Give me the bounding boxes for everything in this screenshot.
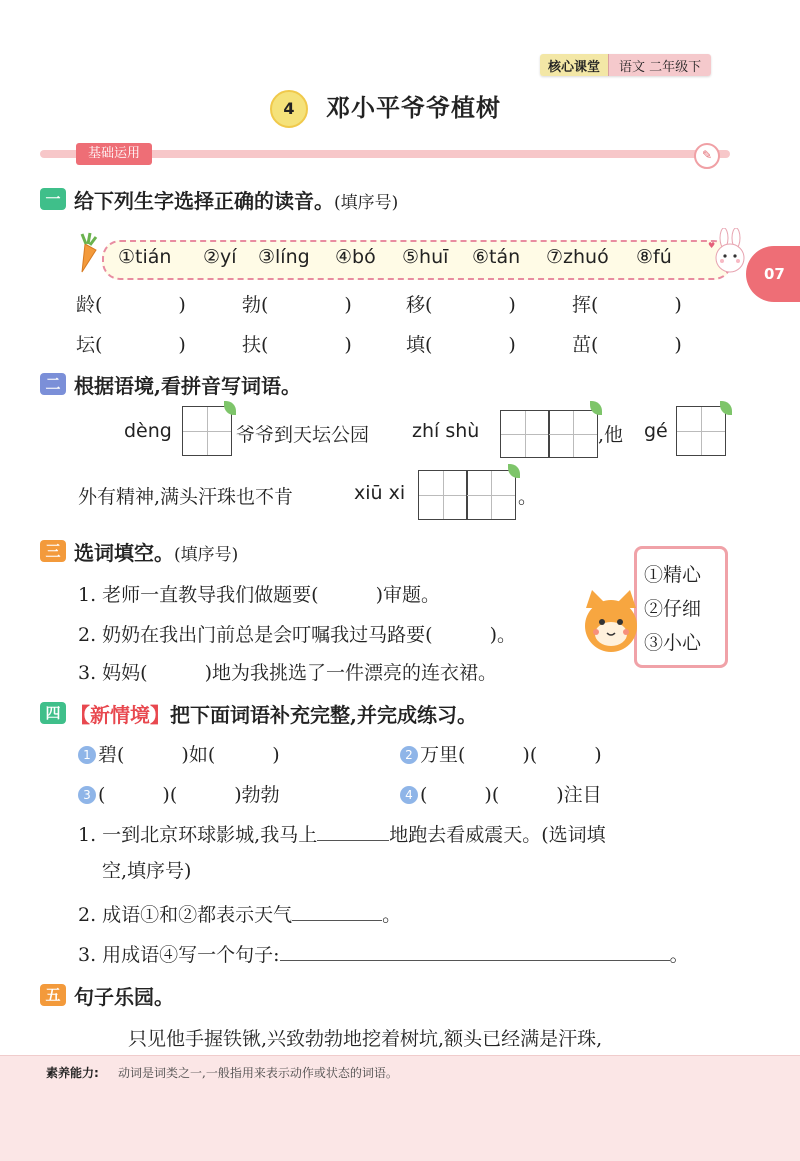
- pinyin-hint: dèng: [124, 420, 172, 442]
- cat-icon: [578, 588, 642, 656]
- grade: 二年级下: [649, 60, 702, 75]
- q4-sub1-cont: 空,填序号): [102, 860, 192, 882]
- q1-item: [76, 290, 186, 317]
- q1-item: [406, 290, 516, 317]
- idiom-number: 3: [78, 786, 96, 804]
- q1-item: [572, 330, 682, 357]
- subject-label: [609, 54, 711, 76]
- q4-sub1-text: 地跑去看威震天。(选词填: [389, 824, 606, 846]
- answer-blank[interactable]: ( ): [425, 334, 516, 356]
- answer-blank[interactable]: ( ): [261, 294, 352, 316]
- q2-text: 。: [518, 486, 538, 508]
- q4-sub2-text: 2. 成语①和②都表示天气: [78, 904, 293, 926]
- idiom-text[interactable]: ( )( )勃勃: [98, 784, 280, 806]
- q4-sub1: [78, 820, 606, 847]
- pinyin-option: ②yí: [203, 246, 237, 268]
- q3-text: 选词填空。: [74, 541, 174, 565]
- q1-char: 茁: [572, 334, 592, 356]
- footer-label: 素养能力:: [46, 1066, 99, 1080]
- writing-grid[interactable]: [418, 470, 468, 520]
- answer-blank[interactable]: ( ): [591, 294, 682, 316]
- idiom-number: 1: [78, 746, 96, 764]
- idiom-number: 2: [400, 746, 418, 764]
- q4-sub3-text: 。: [669, 944, 689, 966]
- header-tag: [540, 54, 711, 76]
- answer-line[interactable]: [292, 902, 382, 921]
- q3-item: 1. 老师一直教导我们做题要( )审题。: [78, 584, 440, 606]
- q4-title: [70, 699, 477, 728]
- q1-char: 坛: [76, 334, 96, 356]
- new-context-tag: 【新情境】: [70, 703, 170, 727]
- idiom-item: [400, 740, 602, 767]
- q3-item: 2. 奶奶在我出门前总是会叮嘱我过马路要( )。: [78, 624, 516, 646]
- answer-blank[interactable]: ( ): [95, 294, 186, 316]
- page-number-tab: 07: [746, 246, 800, 302]
- svg-text:♥: ♥: [708, 241, 716, 250]
- pinyin-option: ⑥tán: [472, 246, 521, 268]
- subject: 语文: [619, 60, 646, 75]
- word-option: ③小心: [644, 632, 702, 654]
- writing-grid[interactable]: [182, 406, 232, 456]
- q5-number: 五: [40, 984, 66, 1006]
- q1-char: 挥: [572, 294, 592, 316]
- q4-sub2-text: 。: [382, 904, 402, 926]
- pinyin-option: ④bó: [335, 246, 376, 268]
- q1-item: [406, 330, 516, 357]
- q2-text: ,他: [598, 424, 624, 446]
- pinyin-option: ⑧fú: [636, 246, 672, 268]
- q1-number: 一: [40, 188, 66, 210]
- q2-title: 根据语境,看拼音写词语。: [74, 374, 301, 398]
- q2-text: 外有精神,满头汗珠也不肯: [78, 486, 294, 508]
- q1-item: [572, 290, 682, 317]
- footer-text: 动词是词类之一,一般指用来表示动作或状态的词语。: [118, 1066, 398, 1080]
- page-title: 邓小平爷爷植树: [326, 94, 501, 122]
- q1-text: 给下列生字选择正确的读音。: [74, 189, 334, 213]
- carrot-icon: [72, 232, 98, 274]
- q4-sub1-text: 1. 一到北京环球影城,我马上: [78, 824, 318, 846]
- writing-grid[interactable]: [466, 470, 516, 520]
- pinyin-hint: gé: [644, 420, 668, 442]
- pinyin-option: ⑦zhuó: [546, 246, 609, 268]
- q5-body: 只见他手握铁锹,兴致勃勃地挖着树坑,额头已经满是汗珠,: [128, 1028, 603, 1050]
- answer-line[interactable]: [280, 942, 670, 961]
- q4-number: 四: [40, 702, 66, 724]
- q1-item: [76, 330, 186, 357]
- q4-sub2: [78, 900, 401, 927]
- idiom-item: [78, 740, 280, 767]
- idiom-text[interactable]: 万里( )( ): [420, 744, 602, 766]
- q1-item: [242, 330, 352, 357]
- lesson-number: 4: [270, 90, 308, 128]
- course-label: 核心课堂: [540, 54, 609, 76]
- answer-line[interactable]: [317, 822, 389, 841]
- q1-char: 勃: [242, 294, 262, 316]
- section-tag: 基础运用: [76, 143, 152, 165]
- answer-blank[interactable]: ( ): [425, 294, 516, 316]
- q3-item: 3. 妈妈( )地为我挑选了一件漂亮的连衣裙。: [78, 662, 497, 684]
- pinyin-hint: zhí shù: [412, 420, 480, 442]
- pinyin-option: ③líng: [258, 246, 310, 268]
- writing-grid[interactable]: [676, 406, 726, 456]
- answer-blank[interactable]: ( ): [591, 334, 682, 356]
- q2-text: 爷爷到天坛公园: [236, 424, 370, 446]
- q1-note: (填序号): [334, 193, 399, 213]
- q1-char: 龄: [76, 294, 96, 316]
- pencil-icon: ✎: [694, 143, 720, 169]
- idiom-number: 4: [400, 786, 418, 804]
- pinyin-hint: xiū xi: [354, 482, 406, 504]
- writing-grid[interactable]: [548, 410, 598, 458]
- q1-char: 移: [406, 294, 426, 316]
- pinyin-option: ⑤huī: [402, 246, 449, 268]
- idiom-item: [400, 780, 602, 807]
- bunny-icon: [706, 228, 752, 276]
- q3-note: (填序号): [174, 545, 239, 565]
- q4-sub3: [78, 940, 689, 967]
- q3-title: [74, 537, 238, 566]
- q1-char: 填: [406, 334, 426, 356]
- q1-title: [74, 185, 398, 214]
- idiom-text[interactable]: 碧( )如( ): [98, 744, 280, 766]
- q3-number: 三: [40, 540, 66, 562]
- q5-title: 句子乐园。: [74, 985, 174, 1009]
- writing-grid[interactable]: [500, 410, 550, 458]
- word-option: ②仔细: [644, 598, 702, 620]
- idiom-item: [78, 780, 280, 807]
- q1-char: 扶: [242, 334, 262, 356]
- word-option: ①精心: [644, 564, 702, 586]
- answer-blank[interactable]: ( ): [261, 334, 352, 356]
- q4-sub3-text: 3. 用成语④写一个句子:: [78, 944, 280, 966]
- pinyin-option: ①tián: [118, 246, 172, 268]
- q4-text: 把下面词语补充完整,并完成练习。: [170, 703, 477, 727]
- q1-item: [242, 290, 352, 317]
- answer-blank[interactable]: ( ): [95, 334, 186, 356]
- idiom-text[interactable]: ( )( )注目: [420, 784, 602, 806]
- q2-number: 二: [40, 373, 66, 395]
